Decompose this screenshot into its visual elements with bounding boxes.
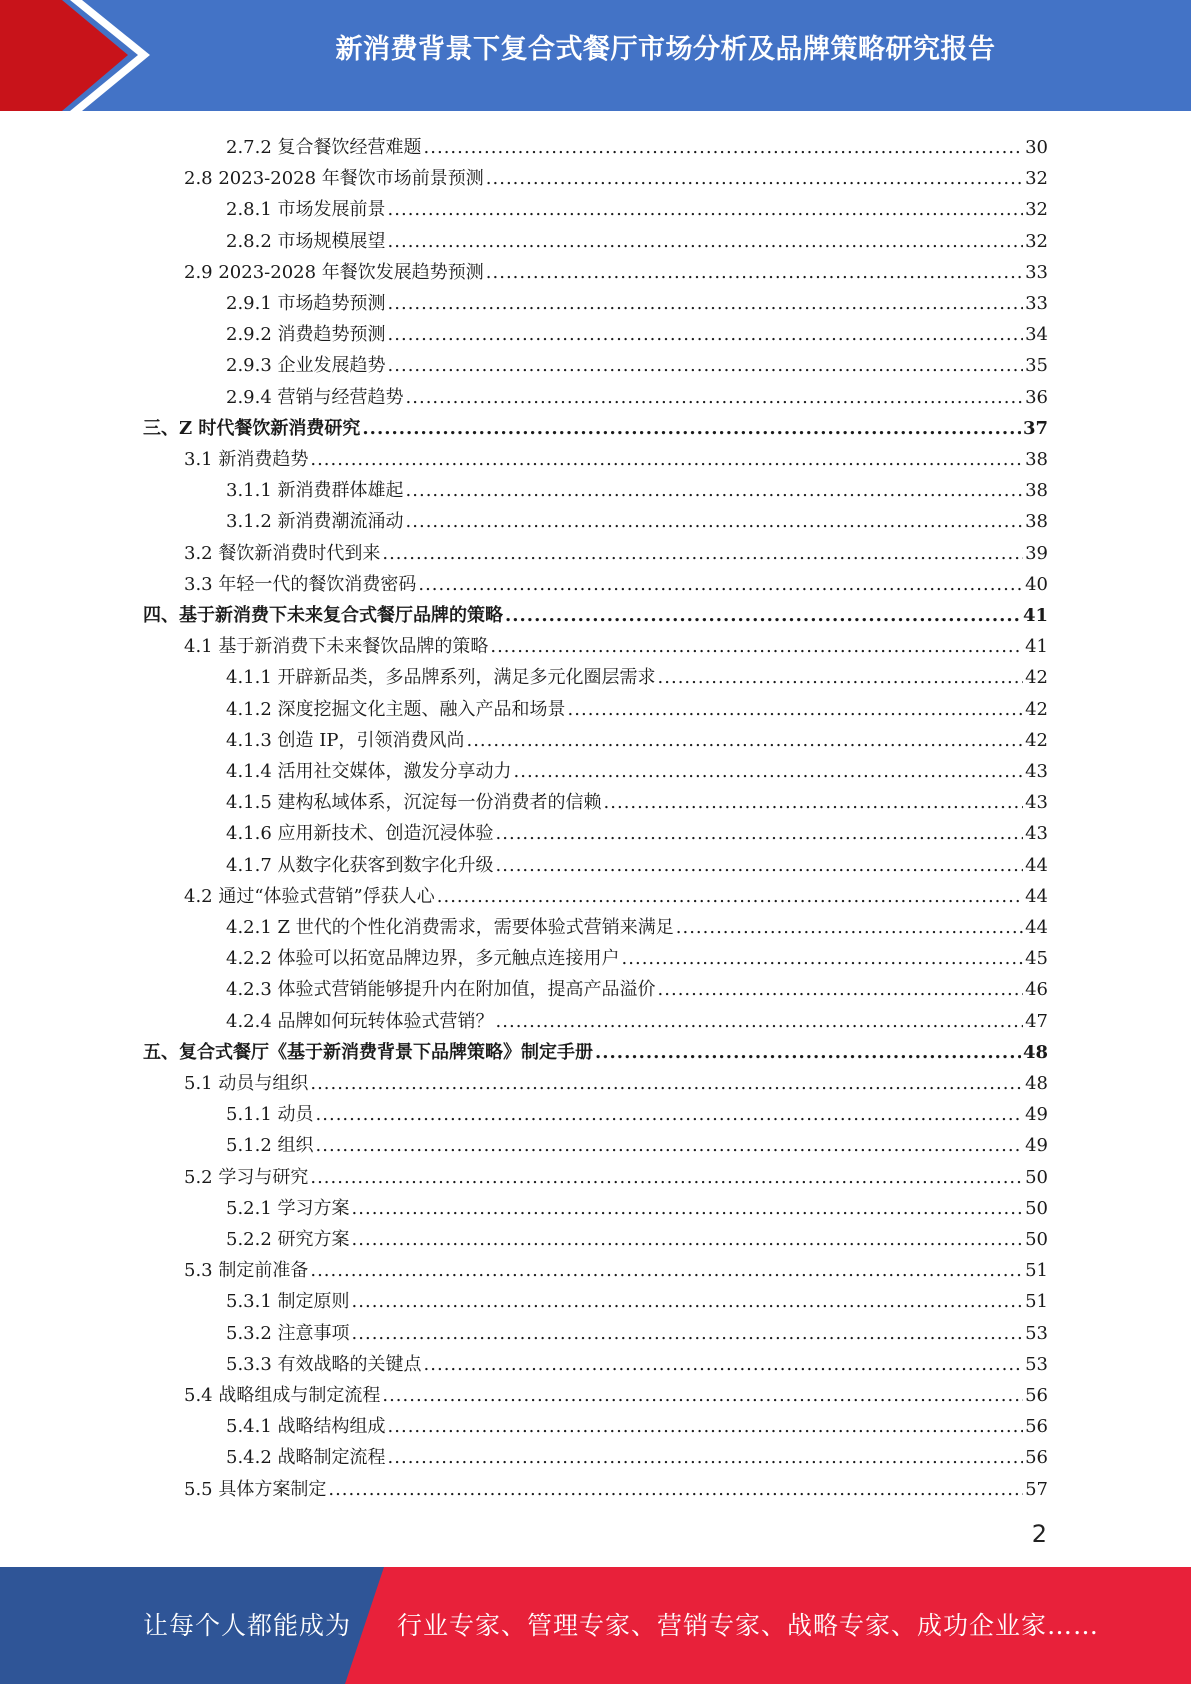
toc-leader-dots <box>388 1416 1024 1438</box>
toc-leader-dots <box>328 1479 1023 1501</box>
toc-leader-dots <box>352 1198 1024 1220</box>
toc-entry[interactable] <box>184 1158 1048 1189</box>
toc-entry-page: 49 <box>1025 1104 1048 1126</box>
toc-leader-dots <box>658 979 1024 1001</box>
toc-entry-page: 44 <box>1025 885 1048 907</box>
toc-leader-dots <box>424 1354 1024 1376</box>
toc-entry-label: 5.3.3 有效战略的关键点 <box>226 1353 422 1375</box>
toc-leader-dots <box>514 761 1024 783</box>
toc-entry-label: 2.9.4 营销与经营趋势 <box>226 386 404 408</box>
toc-entry-label: 4.2.1 Z 世代的个性化消费需求，需要体验式营销来满足 <box>226 917 674 938</box>
toc-leader-dots <box>388 199 1024 221</box>
toc-entry-label: 4.2.2 体验可以拓宽品牌边界，多元触点连接用户 <box>226 948 620 970</box>
toc-entry-label: 2.9.2 消费趋势预测 <box>226 324 386 346</box>
header-red-arrow-decoration <box>0 0 160 111</box>
toc-entry[interactable] <box>184 159 1048 190</box>
toc-entry[interactable] <box>226 284 1048 315</box>
toc-entry[interactable] <box>226 690 1048 721</box>
toc-leader-dots <box>568 699 1024 721</box>
toc-leader-dots <box>496 823 1024 845</box>
toc-entry-page: 42 <box>1025 698 1048 720</box>
toc-leader-dots <box>310 1260 1023 1282</box>
toc-entry-page: 51 <box>1025 1260 1048 1282</box>
toc-entry-label: 四、基于新消费下未来复合式餐厅品牌的策略 <box>143 605 503 626</box>
toc-entry-label: 5.3.1 制定原则 <box>226 1291 350 1313</box>
toc-entry-label: 5.2.2 研究方案 <box>226 1229 350 1250</box>
toc-leader-dots <box>310 449 1023 471</box>
toc-entry[interactable] <box>184 1251 1048 1282</box>
toc-entry-page: 56 <box>1025 1447 1048 1469</box>
toc-entry[interactable] <box>226 1095 1048 1126</box>
toc-entry[interactable] <box>226 222 1048 253</box>
toc-leader-dots <box>505 605 1021 627</box>
toc-leader-dots <box>388 231 1024 253</box>
toc-entry[interactable] <box>184 253 1048 284</box>
footer-slogan-left: 让每个人都能成为 <box>143 1611 352 1640</box>
toc-leader-dots <box>486 262 1023 284</box>
toc-entry[interactable] <box>226 658 1048 689</box>
toc-entry-label: 5.1.2 组织 <box>226 1135 314 1157</box>
toc-entry-label: 4.1.4 活用社交媒体，激发分享动力 <box>226 761 512 782</box>
toc-entry-label: 3.1.1 新消费群体雄起 <box>226 480 404 502</box>
toc-leader-dots <box>388 324 1024 346</box>
toc-entry-page: 37 <box>1022 417 1048 439</box>
report-title: 新消费背景下复合式餐厅市场分析及品牌策略研究报告 <box>335 34 996 65</box>
toc-leader-dots <box>362 418 1021 440</box>
toc-entry-label: 5.3 制定前准备 <box>184 1260 309 1282</box>
toc-entry[interactable] <box>226 1314 1048 1345</box>
toc-leader-dots <box>622 948 1024 970</box>
toc-entry[interactable] <box>226 378 1048 409</box>
toc-entry[interactable] <box>226 1438 1048 1469</box>
toc-entry-page: 51 <box>1025 1291 1048 1313</box>
toc-entry-label: 5.1.1 动员 <box>226 1104 314 1126</box>
toc-entry-label: 5.5 具体方案制定 <box>184 1478 327 1500</box>
toc-leader-dots <box>490 636 1023 658</box>
toc-entry-page: 56 <box>1025 1385 1048 1406</box>
toc-entry[interactable] <box>226 783 1048 814</box>
toc-entry-page: 47 <box>1025 1010 1048 1032</box>
toc-entry-page: 32 <box>1025 199 1048 221</box>
toc-entry-label: 5.3.2 注意事项 <box>226 1322 350 1344</box>
toc-entry[interactable] <box>226 814 1048 845</box>
toc-entry-page: 35 <box>1025 355 1048 377</box>
toc-entry[interactable] <box>226 970 1048 1001</box>
toc-entry-page: 43 <box>1025 792 1048 814</box>
toc-entry[interactable] <box>226 939 1048 970</box>
toc-entry-page: 34 <box>1025 324 1048 346</box>
toc-entry-label: 5.4.2 战略制定流程 <box>226 1447 386 1469</box>
toc-entry[interactable] <box>184 877 1048 908</box>
toc-leader-dots <box>466 730 1023 752</box>
toc-entry-label: 3.2 餐饮新消费时代到来 <box>184 542 381 564</box>
toc-entry-page: 50 <box>1025 1166 1048 1188</box>
toc-entry-page: 44 <box>1025 854 1048 876</box>
toc-entry-label: 4.1.1 开辟新品类，多品牌系列，满足多元化圈层需求 <box>226 667 656 689</box>
toc-leader-dots <box>352 1323 1024 1345</box>
toc-leader-dots <box>437 886 1023 908</box>
toc-entry-label: 4.1.5 建构私域体系，沉淀每一份消费者的信赖 <box>226 792 602 814</box>
toc-entry-page: 41 <box>1025 636 1048 658</box>
toc-entry-page: 42 <box>1025 667 1048 689</box>
toc-entry-page: 41 <box>1022 605 1048 626</box>
toc-entry[interactable] <box>226 190 1048 221</box>
toc-entry[interactable] <box>226 471 1048 502</box>
toc-leader-dots <box>676 917 1023 939</box>
toc-entry[interactable] <box>226 752 1048 783</box>
toc-entry[interactable] <box>184 1376 1048 1407</box>
toc-entry-label: 4.1.7 从数字化获客到数字化升级 <box>226 854 494 876</box>
toc-entry-page: 38 <box>1025 511 1048 533</box>
toc-leader-dots <box>658 667 1024 689</box>
toc-leader-dots <box>316 1104 1024 1126</box>
toc-entry-label: 3.3 年轻一代的餐饮消费密码 <box>184 573 417 595</box>
toc-leader-dots <box>418 574 1023 596</box>
toc-leader-dots <box>310 1073 1023 1095</box>
toc-entry-label: 2.8 2023-2028 年餐饮市场前景预测 <box>184 168 484 190</box>
toc-leader-dots <box>424 137 1024 159</box>
toc-entry[interactable] <box>184 565 1048 596</box>
toc-leader-dots <box>595 1042 1021 1064</box>
toc-entry[interactable] <box>184 1470 1048 1501</box>
toc-entry[interactable] <box>143 409 1048 440</box>
toc-entry[interactable] <box>226 502 1048 533</box>
toc-leader-dots <box>352 1229 1024 1251</box>
page-header <box>0 0 1191 111</box>
toc-leader-dots <box>352 1291 1024 1313</box>
toc-entry-label: 5.4.1 战略结构组成 <box>226 1416 386 1438</box>
toc-entry-page: 45 <box>1025 948 1048 970</box>
toc-entry[interactable] <box>226 128 1048 159</box>
toc-entry-label: 5.2 学习与研究 <box>184 1166 309 1188</box>
toc-entry[interactable] <box>226 1407 1048 1438</box>
toc-entry[interactable] <box>226 1345 1048 1376</box>
toc-entry-label: 4.1.6 应用新技术、创造沉浸体验 <box>226 823 494 845</box>
toc-entry-label: 4.1 基于新消费下未来餐饮品牌的策略 <box>184 636 489 658</box>
toc-entry-label: 2.8.2 市场规模展望 <box>226 230 386 252</box>
toc-entry[interactable] <box>226 315 1048 346</box>
page-footer <box>0 1567 1191 1684</box>
toc-entry[interactable] <box>184 1064 1048 1095</box>
toc-entry-label: 五、复合式餐厅《基于新消费背景下品牌策略》制定手册 <box>143 1041 593 1063</box>
toc-leader-dots <box>486 168 1023 190</box>
toc-entry-page: 38 <box>1025 449 1048 470</box>
toc-entry[interactable] <box>226 1126 1048 1157</box>
toc-entry-page: 40 <box>1025 573 1048 595</box>
toc-entry-label: 2.9.1 市场趋势预测 <box>226 293 386 314</box>
toc-entry[interactable] <box>184 627 1048 658</box>
toc-leader-dots <box>406 480 1024 502</box>
toc-entry-page: 50 <box>1025 1229 1048 1250</box>
toc-entry[interactable] <box>226 346 1048 377</box>
toc-entry-label: 2.8.1 市场发展前景 <box>226 199 386 221</box>
toc-entry-label: 4.1.3 创造 IP，引领消费风尚 <box>226 729 465 751</box>
toc-entry-page: 46 <box>1025 979 1048 1001</box>
toc-entry-label: 3.1 新消费趋势 <box>184 449 309 470</box>
toc-entry[interactable] <box>226 1189 1048 1220</box>
toc-entry[interactable] <box>184 534 1048 565</box>
toc-entry-page: 32 <box>1025 168 1048 190</box>
page-number: 2 <box>1031 1520 1047 1548</box>
toc-leader-dots <box>496 855 1024 877</box>
toc-entry-label: 4.2.3 体验式营销能够提升内在附加值，提高产品溢价 <box>226 979 656 1001</box>
toc-entry-page: 57 <box>1025 1478 1048 1500</box>
toc-entry-page: 42 <box>1025 729 1048 751</box>
toc-entry-page: 48 <box>1025 1073 1048 1094</box>
toc-entry-page: 30 <box>1025 137 1048 158</box>
toc-entry-page: 50 <box>1025 1197 1048 1219</box>
toc-entry-page: 53 <box>1025 1353 1048 1375</box>
toc-entry[interactable] <box>226 721 1048 752</box>
toc-entry-label: 三、Z 时代餐饮新消费研究 <box>143 417 361 439</box>
toc-entry-page: 33 <box>1025 293 1048 314</box>
toc-leader-dots <box>388 355 1024 377</box>
toc-entry[interactable] <box>184 440 1048 471</box>
toc-leader-dots <box>382 1385 1023 1407</box>
toc-entry-label: 4.2.4 品牌如何玩转体验式营销？ <box>226 1010 494 1032</box>
toc-entry-label: 5.2.1 学习方案 <box>226 1197 350 1219</box>
toc-entry-page: 49 <box>1025 1135 1048 1157</box>
toc-entry[interactable] <box>226 1002 1048 1033</box>
toc-entry-page: 33 <box>1025 261 1048 283</box>
toc-entry-page: 32 <box>1025 230 1048 252</box>
toc-entry-page: 53 <box>1025 1322 1048 1344</box>
toc-entry-label: 4.1.2 深度挖掘文化主题、融入产品和场景 <box>226 698 566 720</box>
toc-entry-page: 43 <box>1025 761 1048 782</box>
toc-leader-dots <box>316 1135 1024 1157</box>
toc-entry-label: 2.9 2023-2028 年餐饮发展趋势预测 <box>184 261 484 283</box>
toc-entry[interactable] <box>226 1282 1048 1313</box>
toc-entry-page: 44 <box>1025 917 1048 938</box>
toc-entry[interactable] <box>226 908 1048 939</box>
toc-leader-dots <box>388 1447 1024 1469</box>
toc-leader-dots <box>310 1167 1023 1189</box>
footer-slogan-right: 行业专家、管理专家、营销专家、战略专家、成功企业家…… <box>397 1611 1100 1640</box>
toc-leader-dots <box>496 1011 1024 1033</box>
toc-entry[interactable] <box>143 1033 1048 1064</box>
toc-leader-dots <box>388 293 1024 315</box>
toc-leader-dots <box>382 543 1023 565</box>
toc-entry-label: 2.9.3 企业发展趋势 <box>226 355 386 377</box>
toc-entry-page: 39 <box>1025 542 1048 564</box>
toc-entry-page: 36 <box>1025 386 1048 408</box>
toc-entry-page: 38 <box>1025 480 1048 502</box>
toc-leader-dots <box>406 511 1024 533</box>
toc-entry-label: 5.1 动员与组织 <box>184 1073 309 1094</box>
toc-entry[interactable] <box>143 596 1048 627</box>
toc-entry-label: 4.2 通过“体验式营销”俘获人心 <box>184 885 435 907</box>
toc-entry-page: 48 <box>1022 1041 1048 1063</box>
toc-entry-label: 3.1.2 新消费潮流涌动 <box>226 511 404 533</box>
toc-leader-dots <box>604 792 1024 814</box>
toc-entry-page: 56 <box>1025 1416 1048 1438</box>
toc-entry-page: 43 <box>1025 823 1048 845</box>
toc-entry[interactable] <box>226 846 1048 877</box>
toc-entry-label: 5.4 战略组成与制定流程 <box>184 1385 381 1406</box>
toc-entry[interactable] <box>226 1220 1048 1251</box>
toc-entry-label: 2.7.2 复合餐饮经营难题 <box>226 137 422 158</box>
toc-leader-dots <box>406 387 1024 409</box>
